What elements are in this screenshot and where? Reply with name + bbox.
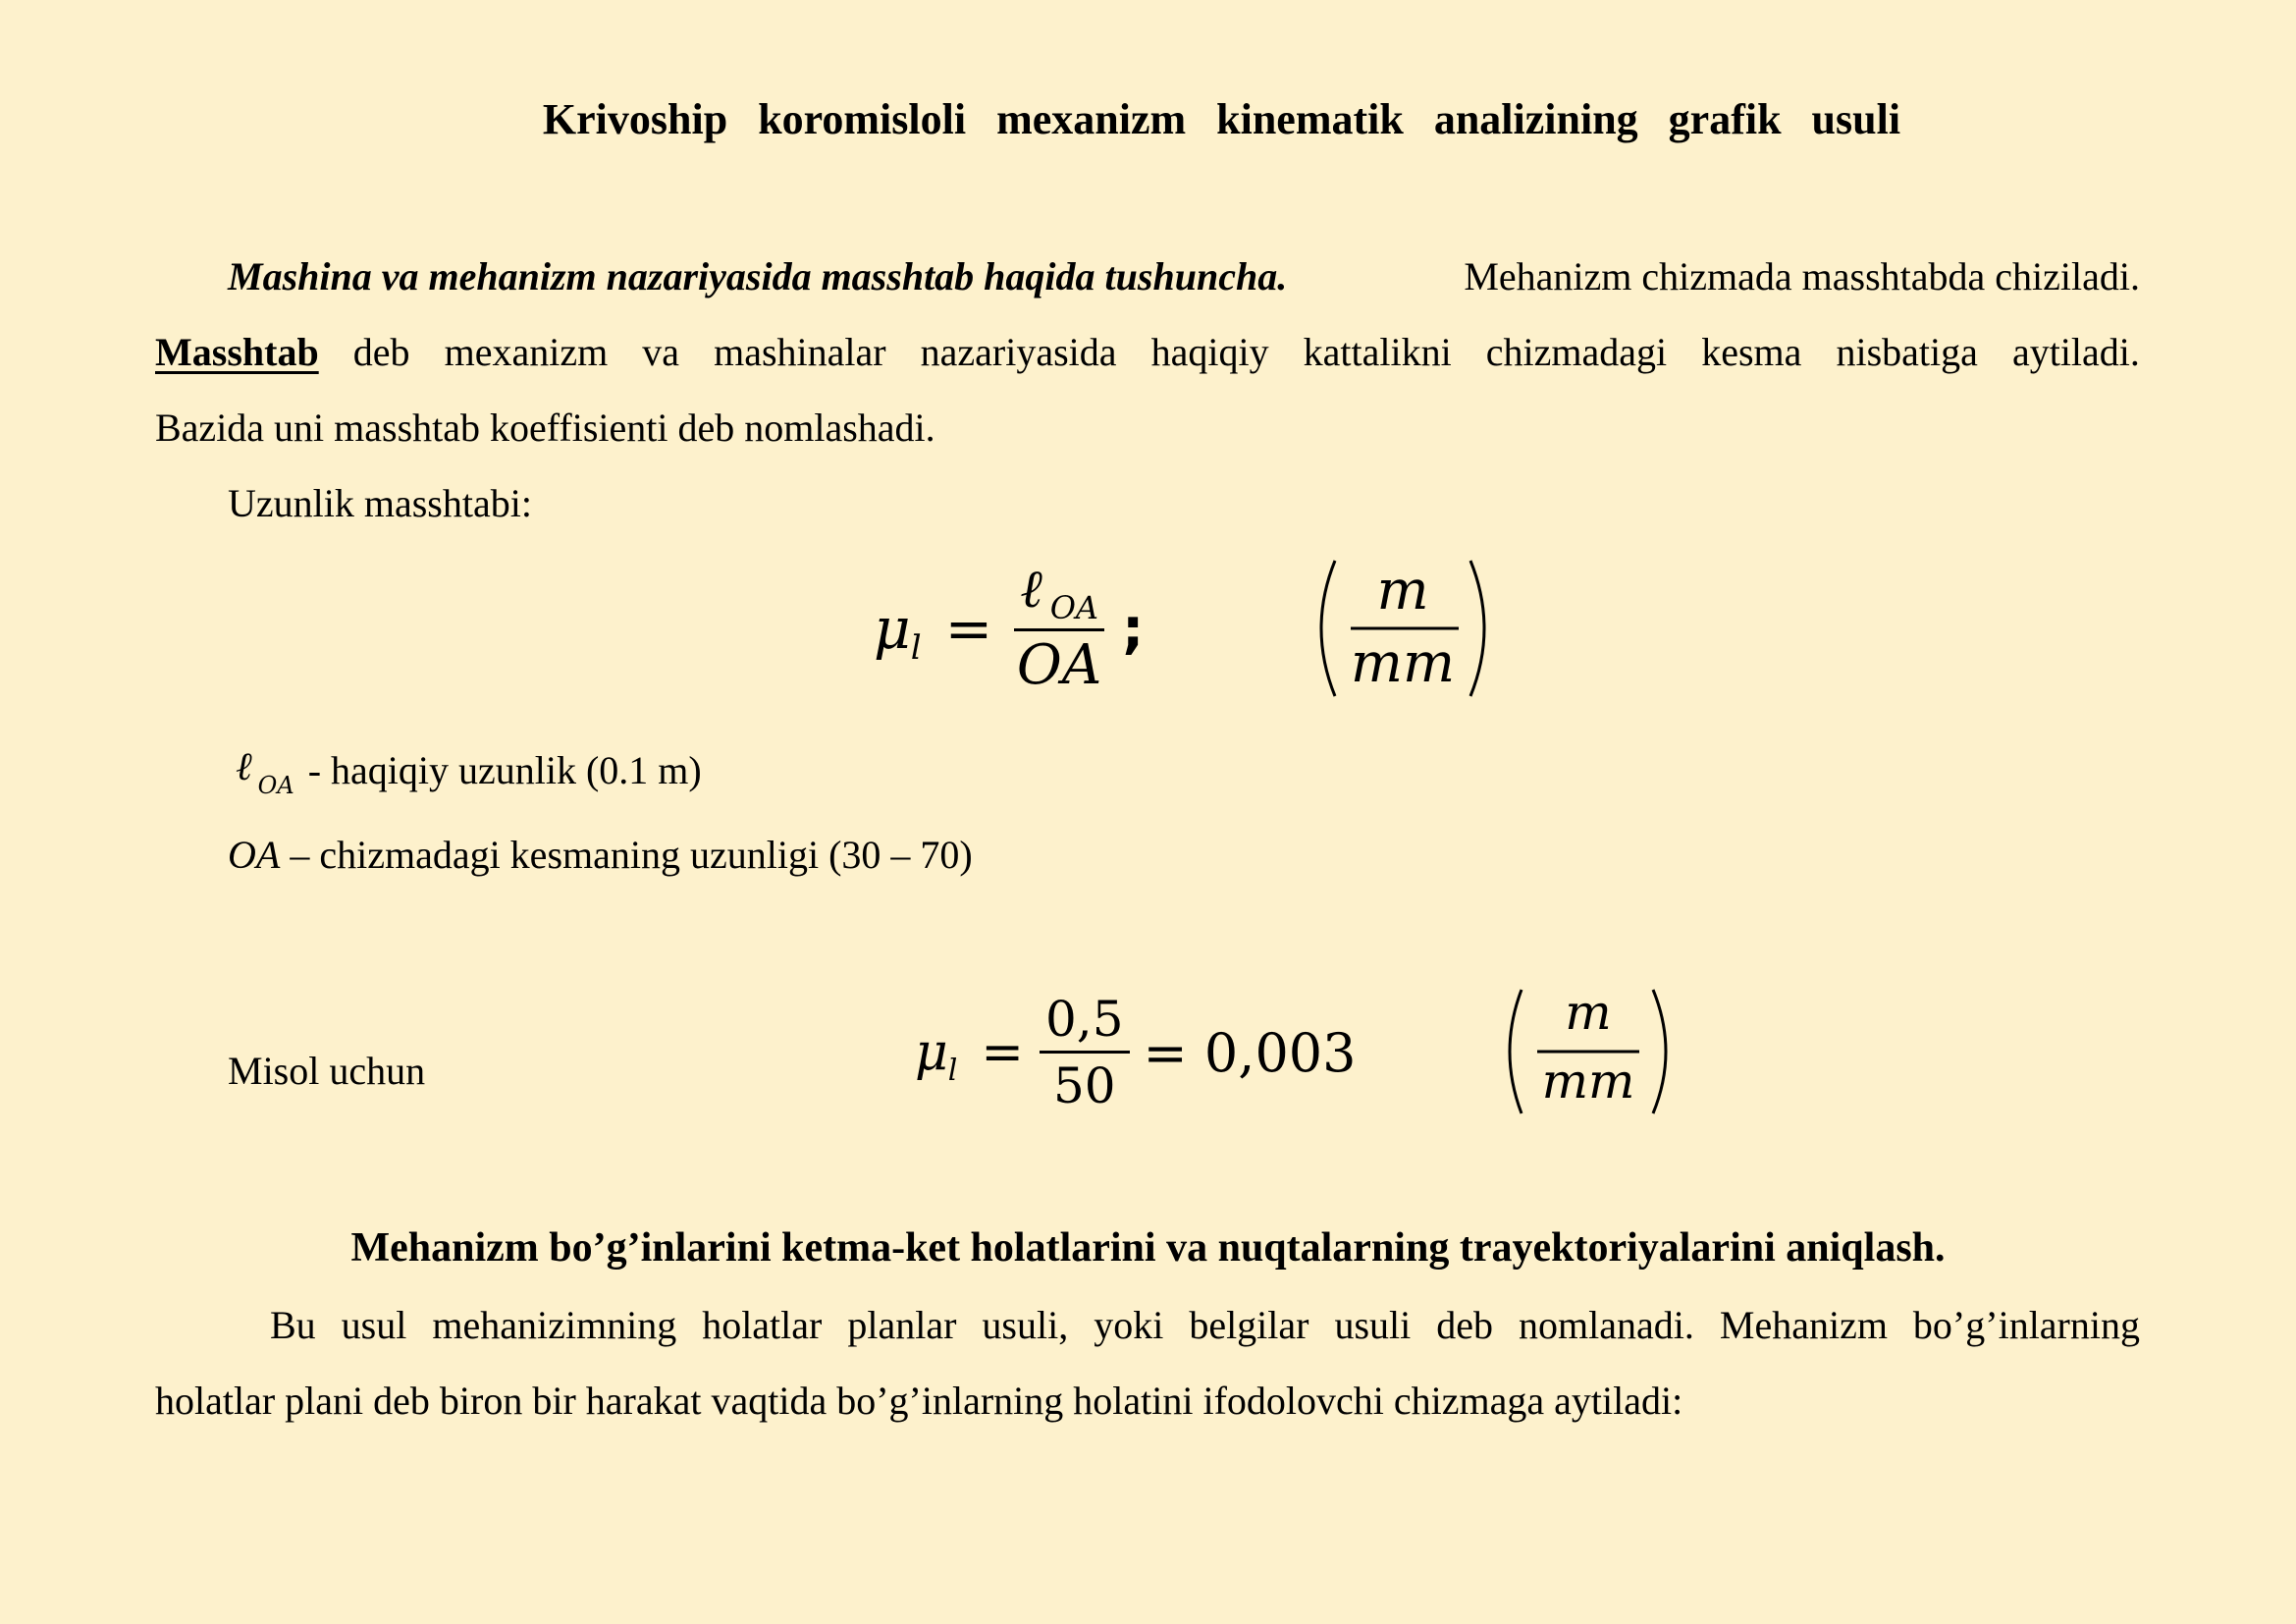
length-scale-label: Uzunlik masshtabi: xyxy=(228,481,532,525)
unit-denominator: mm xyxy=(1350,631,1456,695)
intro-line2-word: kattalikni xyxy=(1303,330,1452,374)
intro-line2-word: aytiladi. xyxy=(2011,330,2140,374)
section2-line-2: holatlar plani deb biron bir harakat vaqtida bo’g’inlarning holatini ifodolovchi chizmaga aytiladi: xyxy=(155,1379,1683,1423)
intro-line2-word: kesma xyxy=(1701,330,1802,374)
formula1-unit xyxy=(1311,555,1494,702)
oa-symbol: OA xyxy=(228,833,281,877)
unit-numerator: m xyxy=(1376,559,1429,623)
example-numerator: 0,5 xyxy=(1044,990,1124,1048)
ell-symbol: ℓ xyxy=(1020,558,1042,620)
intro-line2-word: haqiqiy xyxy=(1150,330,1269,374)
fraction-loa-over-oa xyxy=(1014,557,1104,700)
oa-description: – chizmadagi kesmaning uzunligi (30 – 70) xyxy=(290,833,973,877)
semicolon: ; xyxy=(1122,596,1145,661)
example-unit-numerator: m xyxy=(1565,984,1612,1041)
intro-line-3: Bazida uni masshtab koeffisienti deb nomlashadi. xyxy=(155,406,935,450)
section2-heading: Mehanizm bo’g’inlarini ketma-ket holatlarini va nuqtalarning trayektoriyalarini aniqlash. xyxy=(350,1225,1946,1271)
fraction-denominator: OA xyxy=(1016,633,1102,697)
equals-sign: = xyxy=(944,595,993,662)
fraction-numerator xyxy=(1014,557,1104,628)
mu-subscript: l xyxy=(910,628,922,668)
loa-symbol: ℓ xyxy=(236,744,252,789)
example-label: Misol uchun xyxy=(228,1049,426,1093)
intro-line2-word: mashinalar xyxy=(714,330,886,374)
definition-loa xyxy=(236,732,702,814)
intro-heading: Mashina va mehanizm nazariyasida masshtab haqida tushuncha. xyxy=(228,254,1288,298)
ell-subscript: OA xyxy=(1049,589,1099,626)
intro-line1-rest: Mehanizm chizmada masshtabda chiziladi. xyxy=(1464,254,2140,298)
section2-line1-text: Bu usul mehanizimning holatlar planlar usuli, yoki belgilar usuli deb nomlanadi. Mehanizm bo’g’inlarning xyxy=(270,1303,2140,1347)
example-unit-denominator: mm xyxy=(1541,1053,1635,1110)
definition-oa xyxy=(228,817,973,893)
intro-line2-word: mexanizm xyxy=(444,330,609,374)
intro-line-2 xyxy=(155,314,2140,390)
section2-line-1 xyxy=(270,1287,2140,1363)
intro-line-1 xyxy=(228,239,2140,314)
loa-subscript: OA xyxy=(257,772,294,799)
example-mu-symbol: μ xyxy=(915,1023,948,1082)
example-equals: = xyxy=(981,1023,1024,1082)
formula-example xyxy=(915,984,1357,1121)
page-title xyxy=(0,94,2296,144)
example-fraction xyxy=(1040,988,1130,1118)
loa-description: - haqiqiy uzunlik (0.1 m) xyxy=(307,748,702,792)
example-unit xyxy=(1502,984,1675,1119)
formula-length-scale xyxy=(874,560,1144,697)
example-mu-subscript: l xyxy=(947,1053,958,1088)
example-denominator: 50 xyxy=(1052,1056,1116,1114)
page-title-text: Krivoship koromisloli mexanizm kinematik analizining grafik usuli xyxy=(542,95,1901,143)
intro-line2-word: deb xyxy=(352,330,410,374)
intro-line2-word: nazariyasida xyxy=(920,330,1117,374)
intro-line2-word: va xyxy=(642,330,680,374)
mu-symbol: μ xyxy=(874,595,911,662)
intro-line2-word: nisbatiga xyxy=(1836,330,1978,374)
masshtab-term: Masshtab xyxy=(155,330,319,374)
intro-line2-word: chizmadagi xyxy=(1485,330,1668,374)
example-result: = 0,003 xyxy=(1143,1021,1357,1084)
